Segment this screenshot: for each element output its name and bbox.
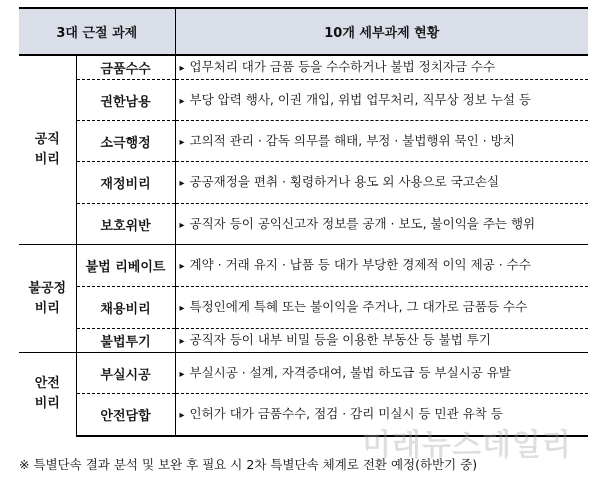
bullet-icon: ▸ (179, 178, 185, 189)
task-description: 특정인에게 특혜 또는 불이익을 주거나, 그 대가로 금품등 수수 (189, 299, 528, 314)
watermark-logo: 미래뉴스데일리 (362, 428, 572, 463)
bullet-icon: ▸ (179, 136, 185, 148)
task-description: 부당 압력 행사, 이권 개입, 위법 업무처리, 직무상 정보 누설 등 (189, 91, 531, 107)
task-name: 불법투기 (76, 329, 175, 353)
task-description: 부실시공 · 설계, 자격증대여, 불법 하도급 등 부실시공 유발 (189, 364, 511, 380)
task-description: 업무처리 대가 금품 등을 수수하거나 불법 정치자금 수수 (189, 59, 496, 74)
table-row (19, 245, 588, 287)
bullet-icon: ▸ (179, 368, 185, 380)
bullet-icon: ▸ (179, 303, 185, 314)
task-name: 재정비리 (76, 162, 175, 204)
header-core-tasks: 3대 근절 과제 (19, 8, 175, 55)
category-public-corruption (19, 55, 76, 245)
task-name: 금품수수 (76, 55, 175, 80)
header-detail-tasks: 10개 세부과제 현황 (175, 8, 588, 55)
category-unfair-corruption (19, 245, 76, 353)
task-description: 고의적 관리 · 감독 의무를 해태, 부정 · 불법행위 묵인 · 방치 (189, 132, 515, 148)
bullet-icon: ▸ (179, 219, 185, 231)
task-name: 보호위반 (76, 204, 175, 245)
task-description: 공직자 등이 내부 비밀 등을 이용한 부동산 등 불법 투기 (189, 332, 491, 347)
table-row (19, 162, 588, 204)
task-name: 불법 리베이트 (76, 245, 175, 287)
task-name: 채용비리 (76, 287, 175, 329)
task-name: 부실시공 (76, 353, 175, 394)
task-description: 공공재정을 편취 · 횡령하거나 용도 외 사용으로 국고손실 (189, 174, 500, 189)
task-name: 안전담합 (76, 394, 175, 436)
task-name: 권한남용 (76, 80, 175, 121)
bullet-icon: ▸ (179, 261, 185, 272)
bullet-icon: ▸ (179, 409, 185, 421)
bullet-icon: ▸ (179, 63, 185, 74)
table-row (19, 329, 588, 353)
table-row (19, 353, 588, 394)
table-row (19, 55, 588, 80)
task-description: 계약 · 거래 유지 · 납품 등 대가 부당한 경제적 이익 제공 · 수수 (189, 257, 531, 272)
table-header-row (19, 8, 588, 55)
footnote: ※ 특별단속 결과 분석 및 보완 후 필요 시 2차 특별단속 체계로 전환 예정(하반기 중) (19, 457, 478, 472)
task-name: 소극행정 (76, 121, 175, 162)
category-label: 안전 비리 (34, 376, 60, 412)
table-row (19, 287, 588, 329)
category-safety-corruption (19, 353, 76, 436)
corruption-task-table (19, 7, 588, 437)
task-description: 인허가 대가 금품수수, 점검 · 감리 미실시 등 민관 유착 등 (189, 405, 503, 421)
bullet-icon: ▸ (179, 95, 185, 107)
table-row (19, 80, 588, 121)
category-label: 공직 비리 (34, 132, 60, 167)
bullet-icon: ▸ (179, 336, 185, 347)
table-row (19, 204, 588, 245)
table-row (19, 121, 588, 162)
task-description: 공직자 등이 공익신고자 정보를 공개 · 보도, 불이익을 주는 행위 (189, 215, 536, 231)
category-label: 불공정 비리 (28, 280, 67, 316)
